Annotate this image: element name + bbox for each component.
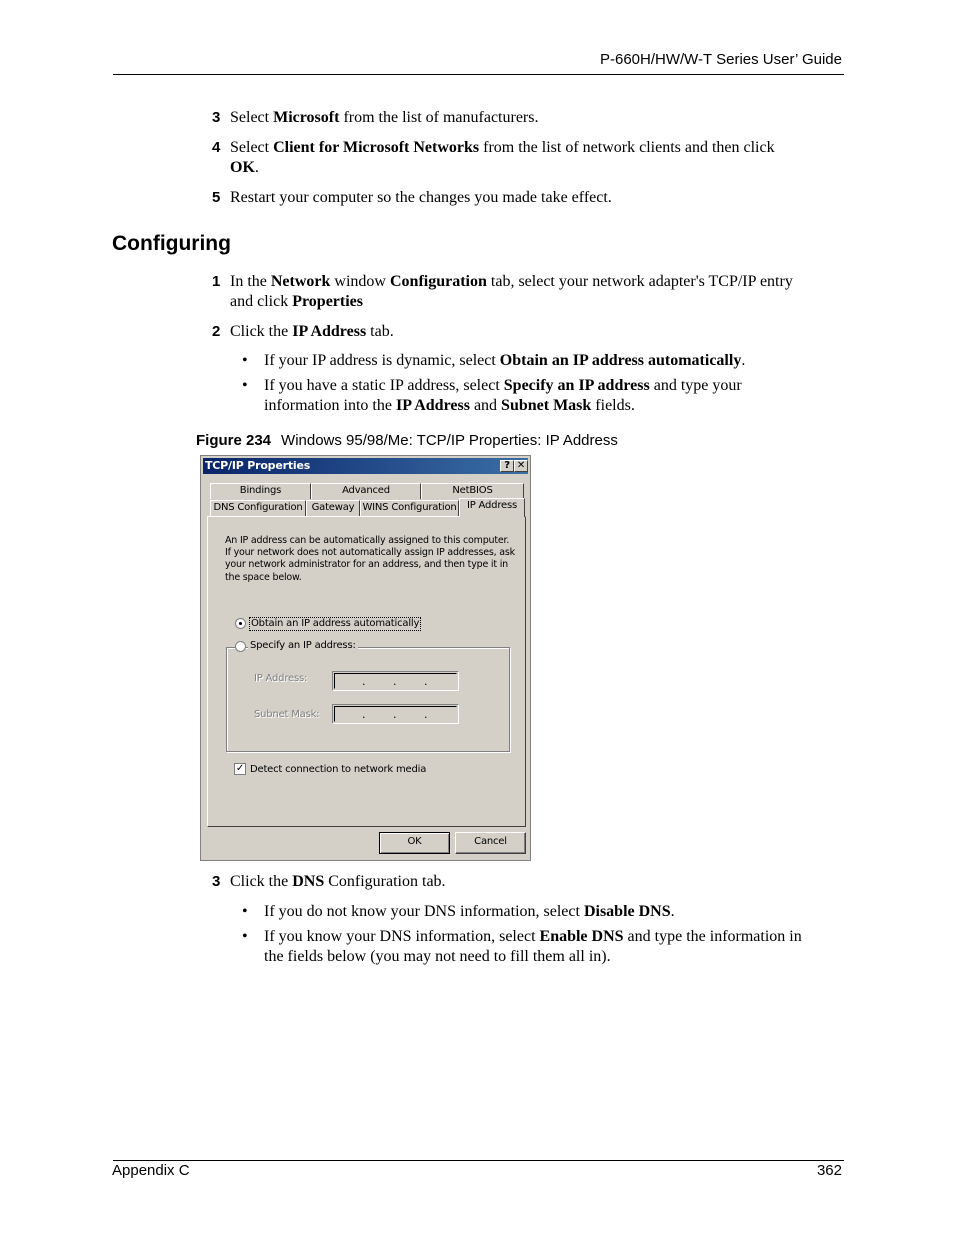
step-3-top: 3 Select Microsoft from the list of manufacturers. (212, 109, 539, 126)
dialog-titlebar (203, 458, 528, 474)
footer-rule (113, 1160, 844, 1161)
header-rule (113, 74, 844, 75)
detect-media-label[interactable]: Detect connection to network media (250, 764, 427, 775)
dialog-title: TCP/IP Properties (205, 459, 311, 472)
ip-address-label: IP Address: (254, 673, 308, 684)
ip-octet-separator: . (393, 675, 397, 688)
config-bullet-1: • If your IP address is dynamic, select Obtain an IP address automatically. (242, 352, 746, 369)
obtain-ip-label[interactable]: Obtain an IP address automatically (251, 618, 420, 629)
specify-ip-groupbox (226, 647, 510, 752)
config-step-1: 1 In the Network window Configuration tab, select your network adapter's TCP/IP entry and click Properties (212, 273, 793, 310)
step-5-top: 5 Restart your computer so the changes you made take effect. (212, 189, 612, 206)
tab-netbios[interactable]: NetBIOS (421, 483, 524, 499)
running-header: P-660H/HW/W-T Series User’ Guide (599, 51, 842, 68)
tab-panel (207, 516, 526, 827)
detect-media-checkbox[interactable]: ✓ (235, 763, 245, 774)
tab-wins-configuration[interactable]: WINS Configuration (360, 500, 459, 516)
obtain-ip-radio[interactable] (235, 618, 246, 629)
ip-octet-separator: . (424, 708, 428, 721)
info-text: An IP address can be automatically assigned to this computer. If your network does not automatically assign IP addresses, ask your network administrator for an address, and then type it in the space below. (225, 535, 515, 583)
specify-ip-radio[interactable] (235, 641, 246, 652)
specify-ip-label[interactable]: Specify an IP address: (250, 640, 356, 651)
close-button[interactable]: ✕ (514, 460, 528, 472)
tab-dns-configuration[interactable]: DNS Configuration (210, 500, 306, 516)
subnet-mask-label: Subnet Mask: (254, 709, 320, 720)
ip-octet-separator: . (424, 675, 428, 688)
bottom-bullet-2: • If you know your DNS information, select Enable DNS and type the information in the fields below (you may not need to fill them all in). (242, 928, 802, 965)
tcpip-properties-dialog (200, 455, 531, 861)
ok-button[interactable]: OK (379, 832, 450, 854)
ip-octet-separator: . (393, 708, 397, 721)
cancel-button[interactable]: Cancel (455, 832, 526, 854)
ip-address-field[interactable] (332, 671, 459, 691)
ip-octet-separator: . (362, 675, 366, 688)
tab-ip-address[interactable]: IP Address (459, 498, 525, 517)
footer-appendix: Appendix C (112, 1162, 190, 1179)
section-title: Configuring (112, 232, 231, 255)
tab-bindings[interactable]: Bindings (210, 483, 311, 499)
help-button[interactable]: ? (500, 460, 514, 472)
step-4-top: 4 Select Client for Microsoft Networks from the list of network clients and then click OK. (212, 139, 775, 176)
config-bullet-2: • If you have a static IP address, select Specify an IP address and type your information into the IP Address and Subnet Mask fields. (242, 377, 742, 414)
ip-octet-separator: . (362, 708, 366, 721)
radio-selected-dot (239, 622, 242, 625)
subnet-mask-field[interactable] (332, 704, 459, 724)
page-number: 362 (816, 1162, 842, 1179)
step-3-bottom: 3 Click the DNS Configuration tab. (212, 873, 446, 890)
tab-advanced[interactable]: Advanced (311, 483, 421, 499)
tab-gateway[interactable]: Gateway (306, 500, 360, 516)
figure-caption: Figure 234 Windows 95/98/Me: TCP/IP Properties: IP Address (196, 432, 618, 449)
config-step-2: 2 Click the IP Address tab. (212, 323, 394, 340)
bottom-bullet-1: • If you do not know your DNS information, select Disable DNS. (242, 903, 675, 920)
